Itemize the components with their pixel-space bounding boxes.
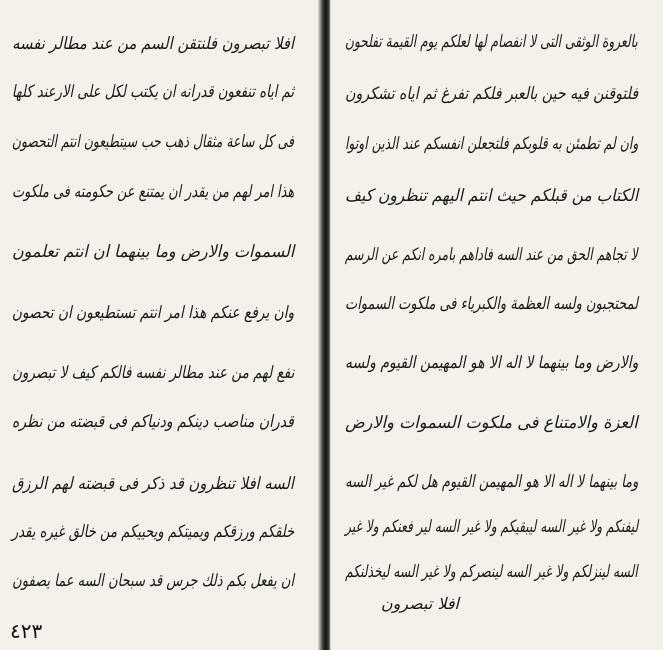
right-line-9: وما بينهما لا اله الا هو المهيمن القيوم هل لكم غير السه (344, 472, 638, 492)
right-line-10: ليفنكم ولا غير السه ليبقيكم ولا غير السه لير فعنكم ولا غير (344, 517, 638, 537)
right-line-3: وان لم تطمئن به قلوبكم فلتجعلن انفسكم عند الذين اوتوا (344, 134, 638, 154)
right-line-6: لمحتجبون ولسه العظمة والكبرياء فى ملكوت السموات (344, 294, 638, 314)
left-line-9: السه افلا تنظرون قد ذكر فى قبضته لهم الرزق (12, 474, 294, 494)
left-line-11: ان يفعل بكم ذلك جرس قد سبحان السه عما يصفون (12, 571, 294, 591)
left-line-1: افلا تبصرون فلنتقن السم من عند مطالر نفسه (12, 34, 294, 54)
right-line-12: افلا تبصرون (380, 594, 459, 613)
left-page (0, 0, 323, 650)
left-line-6: وان يرفع عنكم هذا امر انتم تستطيعون ان تحصون (11, 303, 294, 323)
left-line-8: قدران مناصب دينكم ودنياكم فى قبضته من نظره (12, 412, 294, 432)
right-line-7: والارض وما بينهما لا اله الا هو المهيمن القيوم ولسه (344, 353, 638, 373)
left-line-5: السموات والارض وما بينهما ان انتم تعلمون (11, 242, 294, 262)
left-line-3: فى كل ساعة مثقال ذهب حب سيتطيعون انتم التحصون (11, 132, 294, 152)
right-line-11: السه لينزلكم ولا غير السه لينصركم ولا غير السه ليخذلنكم (345, 562, 638, 582)
right-line-1: بالعروة الوثقى التى لا انفصام لها لعلكم يوم القيمة تفلحون (345, 32, 638, 52)
right-line-8: العزة والامتناع فى ملكوت السموات والارض (345, 413, 638, 433)
left-line-4: هذا امر لهم من يقدر ان يمتنع عن حكومته فى ملكوت (11, 182, 294, 202)
left-line-7: نفع لهم من عند مطالر نفسه فالكم كيف لا تبصرون (11, 363, 294, 383)
right-line-5: لا تجاهم الحق من عند السه فاداهم بامره انكم عن الرسم (345, 245, 638, 265)
right-line-2: فلتوقنن فيه حين بالعبر فلكم تفرغ ثم اياه تشكرون (345, 84, 638, 104)
left-line-2: ثم اياه تنفعون قدرانه ان يكتب لكل على الارعند كلها (11, 82, 294, 102)
right-page (330, 0, 663, 650)
left-line-10: خلقكم ورزقكم ويميتكم ويحييكم من خالق غيره يقدر (11, 522, 294, 542)
right-line-4: الكتاب من قبلكم حيث انتم اليهم تنظرون كيف (344, 186, 638, 206)
page-number: ٤٢٣ (10, 619, 43, 643)
